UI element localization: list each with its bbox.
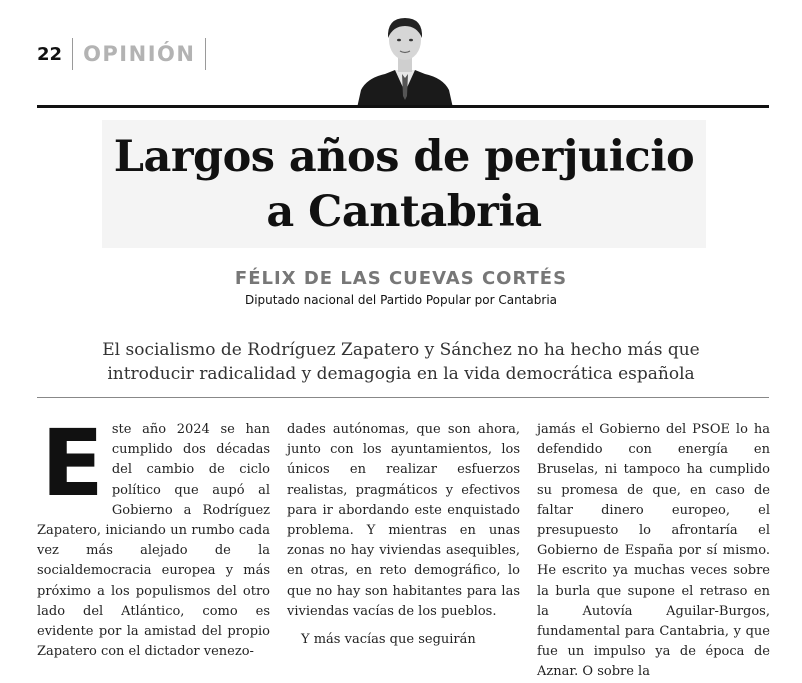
body-column-3 bbox=[537, 420, 770, 680]
section-label: OPINIÓN bbox=[73, 38, 206, 70]
body-column-1 bbox=[37, 410, 270, 660]
page-header bbox=[37, 38, 206, 70]
headline-line-1: Largos años de perjuicio bbox=[113, 132, 695, 182]
header-rule bbox=[37, 105, 769, 108]
author-portrait bbox=[355, 12, 455, 108]
drop-cap: E bbox=[41, 410, 104, 517]
headline-line-2: a Cantabria bbox=[266, 187, 542, 237]
lede-line-1: El socialismo de Rodríguez Zapatero y Sánchez no ha hecho más que bbox=[102, 340, 700, 360]
column-1-text: ste año 2024 se han cumplido dos décadas del cambio de ciclo político que aupó al Gobierno a Rodríguez Zapatero, iniciando un rumbo cada vez más alejado de la socialdemocracia europea y más próximo a los populismos del otro lado del Atlántico, como es evidente por la amistad del propio Zapatero con el dictador venezo- bbox=[37, 422, 270, 660]
page-number: 22 bbox=[37, 38, 73, 70]
body-column-2 bbox=[287, 420, 520, 648]
article-lede bbox=[0, 338, 802, 386]
column-2-paragraph-1: dades autónomas, que son ahora, junto con los ayuntamientos, los únicos en realizar esfuerzos realistas, pragmáticos y efectivos para ir abordando este enquistado problema. Y mientras en unas zonas no hay viviendas asequibles, en otras, en reto demográfico, lo que no hay son habitantes para las viviendas vacías de los pueblos. bbox=[287, 422, 520, 619]
author-role: Diputado nacional del Partido Popular por Cantabria bbox=[244, 293, 558, 307]
headline-box bbox=[102, 120, 706, 248]
article-headline bbox=[102, 120, 706, 240]
column-2-paragraph-2: Y más vacías que seguirán bbox=[301, 632, 476, 648]
lede-line-2: introducir radicalidad y demagogia en la vida democrática española bbox=[107, 364, 695, 384]
column-3-text: jamás el Gobierno del PSOE lo ha defendido con energía en Bruselas, ni tampoco ha cumplido su promesa de que, en caso de faltar dinero europeo, el presupuesto lo afrontaría el Gobierno de España por sí mismo. He escrito ya muchas veces sobre la burla que supone el retraso en la Autovía Aguilar-Burgos, fundamental para Cantabria, y que fue un impulso ya de época de Aznar. O sobre la bbox=[537, 422, 770, 680]
author-name: FÉLIX DE LAS CUEVAS CORTÉS bbox=[234, 268, 568, 289]
lede-rule bbox=[37, 397, 769, 398]
